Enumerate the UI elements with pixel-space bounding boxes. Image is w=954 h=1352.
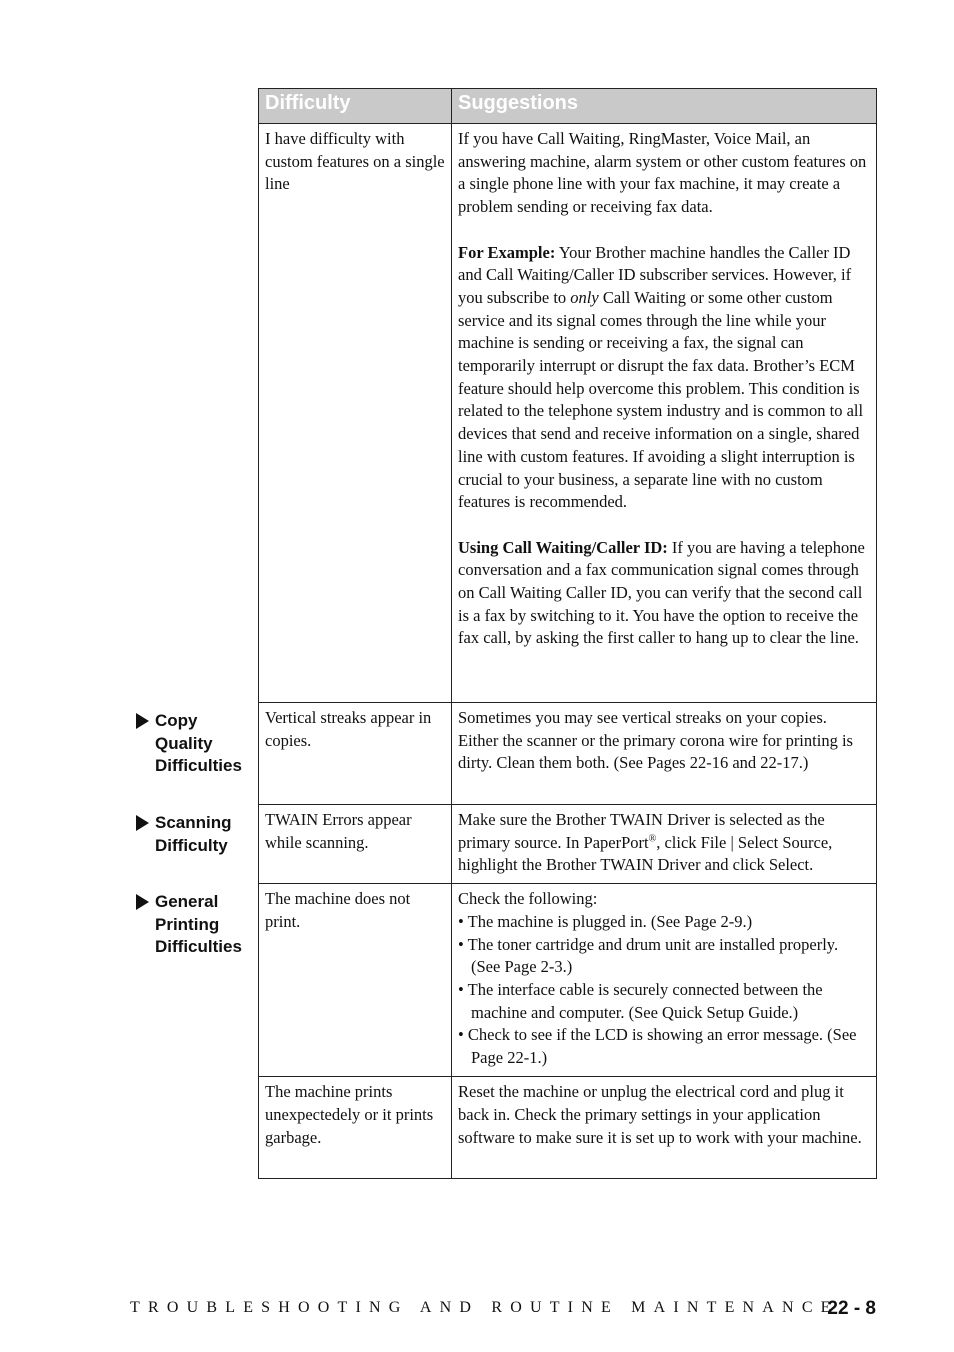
call-waiting-paragraph <box>458 537 870 651</box>
side-heading-general-printing <box>136 891 256 959</box>
side-heading-line: Scanning <box>155 813 232 832</box>
triangle-bullet-icon <box>136 713 149 729</box>
triangle-bullet-icon <box>136 894 149 910</box>
list-item: • The interface cable is securely connected between the machine and computer. (See Quick Setup Guide.) <box>458 979 870 1024</box>
example-emphasis: only <box>570 287 599 307</box>
example-text-b: Call Waiting or some other custom service and its signal comes through the line while your machine is sending or receiving a fax, the signal can temporarily interrupt or disrupt the fax data. Brother’s ECM feature should help overcome this problem. This condition is related to the telephone system industry and is common to all devices that send and receive information on a single, shared line with custom features. If avoiding a slight interruption is crucial to your business, a separate line with no custom features is recommended. <box>458 287 864 512</box>
example-text-a: Your Brother machine handles the Caller ID and Call Waiting/Caller ID subscriber services. However, if you subscribe to <box>458 242 852 307</box>
side-heading-line: Printing <box>155 914 220 934</box>
twain-text-b: , click File | Select Source, highlight the Brother TWAIN Driver and click Select. <box>458 832 833 875</box>
table-row <box>259 703 877 805</box>
side-heading-line: General <box>155 892 219 911</box>
side-heading-line: Difficulties <box>155 756 242 775</box>
suggestion-cell <box>452 884 877 1077</box>
call-waiting-text: If you are having a telephone conversation and a fax communication signal comes through on Call Waiting Caller ID, you can verify that the second call is a fax by switching to it. You have the option to receive the fax call, by asking the first caller to hang up to clear the line. <box>458 537 865 648</box>
difficulty-cell: I have difficulty with custom features on a single line <box>259 124 452 703</box>
table-row <box>259 884 877 1077</box>
list-item: • Check to see if the LCD is showing an error message. (See Page 22-1.) <box>458 1024 870 1069</box>
registered-mark: ® <box>648 833 657 845</box>
table-row <box>259 1077 877 1179</box>
suggestion-cell: Sometimes you may see vertical streaks on your copies. Either the scanner or the primary corona wire for printing is dirty. Clean them both. (See Pages 22-16 and 22-17.) <box>452 703 877 805</box>
difficulty-cell: The machine does not print. <box>259 884 452 1077</box>
difficulty-cell: Vertical streaks appear in copies. <box>259 703 452 805</box>
checklist <box>458 911 870 1070</box>
example-label: For Example: <box>458 242 556 262</box>
page-number: 22 - 8 <box>827 1298 876 1319</box>
suggestion-cell <box>452 805 877 884</box>
footer-chapter-title: TROUBLESHOOTING AND ROUTINE MAINTENANCE <box>130 1299 839 1316</box>
suggestion-cell <box>452 124 877 703</box>
list-item: • The toner cartridge and drum unit are installed properly. (See Page 2-3.) <box>458 934 870 979</box>
suggestion-cell: Reset the machine or unplug the electrical cord and plug it back in. Check the primary settings in your application software to make sure it is set up to work with your machine. <box>452 1077 877 1179</box>
example-paragraph <box>458 242 870 514</box>
table-row <box>259 124 877 703</box>
header-difficulty: Difficulty <box>259 89 452 124</box>
side-heading-line: Quality <box>155 733 213 753</box>
triangle-bullet-icon <box>136 815 149 831</box>
side-heading-copy-quality <box>136 710 256 778</box>
list-item: • The machine is plugged in. (See Page 2-9.) <box>458 911 870 934</box>
checklist-intro: Check the following: <box>458 889 598 909</box>
difficulty-cell: The machine prints unexpectedely or it prints garbage. <box>259 1077 452 1179</box>
suggestion-paragraph: If you have Call Waiting, RingMaster, Voice Mail, an answering machine, alarm system or other custom features on a single phone line with your fax machine, it may create a problem sending or receiving fax data. <box>458 129 867 217</box>
side-heading-line: Copy <box>155 711 198 730</box>
table-header-row <box>259 89 877 124</box>
side-heading-line: Difficulties <box>155 937 242 956</box>
table-row <box>259 805 877 884</box>
side-heading-line: Difficulty <box>155 835 228 855</box>
side-heading-scanning <box>136 812 256 857</box>
troubleshooting-table <box>258 88 877 1179</box>
difficulty-cell: TWAIN Errors appear while scanning. <box>259 805 452 884</box>
header-suggestions: Suggestions <box>452 89 877 124</box>
twain-text-a: Make sure the Brother TWAIN Driver is selected as the primary source. In PaperPort <box>458 810 825 852</box>
call-waiting-label: Using Call Waiting/Caller ID: <box>458 537 668 557</box>
